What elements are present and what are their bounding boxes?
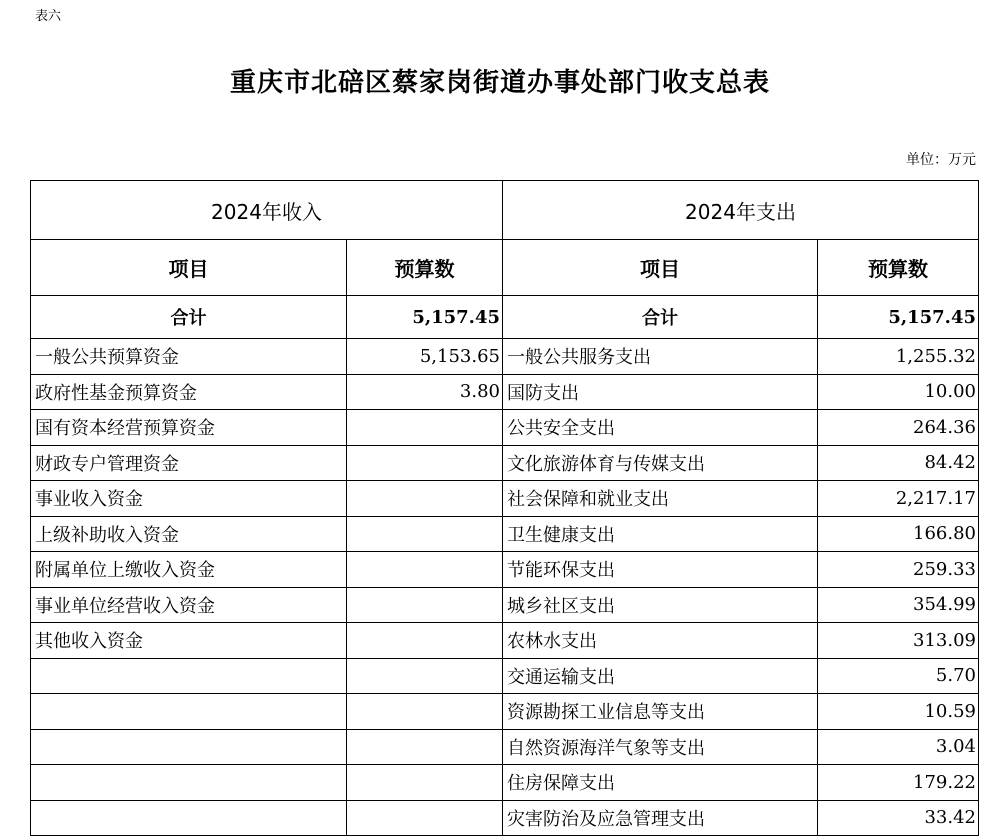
table-row <box>31 374 979 410</box>
income-value-cell <box>347 481 503 517</box>
expense-total-value: 5,157.45 <box>818 296 979 339</box>
expense-budget-header: 预算数 <box>818 240 979 296</box>
expense-section-header: 2024年支出 <box>503 181 979 240</box>
income-item-header: 项目 <box>31 240 347 296</box>
expense-value-cell: 354.99 <box>818 587 979 623</box>
income-item-cell: 事业收入资金 <box>31 481 347 517</box>
expense-item-cell: 自然资源海洋气象等支出 <box>503 729 818 765</box>
table-row <box>31 729 979 765</box>
expense-item-cell: 农林水支出 <box>503 623 818 659</box>
income-item-cell <box>31 765 347 801</box>
income-section-header: 2024年收入 <box>31 181 503 240</box>
income-item-cell: 事业单位经营收入资金 <box>31 587 347 623</box>
income-value-cell <box>347 445 503 481</box>
income-value-cell <box>347 765 503 801</box>
income-value-cell <box>347 800 503 836</box>
table-row <box>31 765 979 801</box>
income-item-cell: 一般公共预算资金 <box>31 339 347 375</box>
table-row <box>31 587 979 623</box>
expense-item-cell: 资源勘探工业信息等支出 <box>503 694 818 730</box>
income-value-cell <box>347 623 503 659</box>
expense-value-cell: 264.36 <box>818 410 979 446</box>
expense-item-cell: 社会保障和就业支出 <box>503 481 818 517</box>
table-body <box>31 181 979 836</box>
expense-value-cell: 10.59 <box>818 694 979 730</box>
expense-item-cell: 灾害防治及应急管理支出 <box>503 800 818 836</box>
income-total-label: 合计 <box>31 296 347 339</box>
income-item-cell <box>31 658 347 694</box>
income-value-cell: 3.80 <box>347 374 503 410</box>
income-value-cell <box>347 516 503 552</box>
income-item-cell: 政府性基金预算资金 <box>31 374 347 410</box>
income-value-cell <box>347 729 503 765</box>
income-value-cell <box>347 552 503 588</box>
income-value-cell: 5,153.65 <box>347 339 503 375</box>
expense-value-cell: 10.00 <box>818 374 979 410</box>
expense-item-cell: 公共安全支出 <box>503 410 818 446</box>
income-value-cell <box>347 694 503 730</box>
table-row <box>31 481 979 517</box>
table-row <box>31 623 979 659</box>
table-row <box>31 694 979 730</box>
table-row <box>31 516 979 552</box>
expense-item-cell: 国防支出 <box>503 374 818 410</box>
expense-value-cell: 1,255.32 <box>818 339 979 375</box>
table-row <box>31 445 979 481</box>
expense-item-cell: 交通运输支出 <box>503 658 818 694</box>
table-row <box>31 800 979 836</box>
expense-total-label: 合计 <box>503 296 818 339</box>
expense-value-cell: 33.42 <box>818 800 979 836</box>
income-item-cell: 国有资本经营预算资金 <box>31 410 347 446</box>
income-value-cell <box>347 658 503 694</box>
unit-label: 单位：万元 <box>906 152 976 168</box>
expense-item-cell: 文化旅游体育与传媒支出 <box>503 445 818 481</box>
income-budget-header: 预算数 <box>347 240 503 296</box>
expense-value-cell: 5.70 <box>818 658 979 694</box>
expense-value-cell: 259.33 <box>818 552 979 588</box>
expense-item-header: 项目 <box>503 240 818 296</box>
income-item-cell: 上级补助收入资金 <box>31 516 347 552</box>
expense-item-cell: 节能环保支出 <box>503 552 818 588</box>
table-number-label: 表六 <box>35 9 62 24</box>
income-item-cell: 财政专户管理资金 <box>31 445 347 481</box>
budget-summary-table <box>30 180 979 836</box>
expense-value-cell: 166.80 <box>818 516 979 552</box>
expense-item-cell: 卫生健康支出 <box>503 516 818 552</box>
expense-value-cell: 313.09 <box>818 623 979 659</box>
expense-value-cell: 179.22 <box>818 765 979 801</box>
page-title: 重庆市北碚区蔡家岗街道办事处部门收支总表 <box>229 68 770 98</box>
table-row <box>31 410 979 446</box>
income-item-cell <box>31 729 347 765</box>
income-item-cell: 其他收入资金 <box>31 623 347 659</box>
table-row <box>31 339 979 375</box>
income-item-cell: 附属单位上缴收入资金 <box>31 552 347 588</box>
income-item-cell <box>31 694 347 730</box>
section-header-row <box>31 181 979 240</box>
table-row <box>31 552 979 588</box>
income-value-cell <box>347 410 503 446</box>
expense-value-cell: 3.04 <box>818 729 979 765</box>
income-total-value: 5,157.45 <box>347 296 503 339</box>
expense-item-cell: 城乡社区支出 <box>503 587 818 623</box>
expense-item-cell: 住房保障支出 <box>503 765 818 801</box>
expense-value-cell: 2,217.17 <box>818 481 979 517</box>
income-item-cell <box>31 800 347 836</box>
expense-item-cell: 一般公共服务支出 <box>503 339 818 375</box>
expense-value-cell: 84.42 <box>818 445 979 481</box>
total-row <box>31 296 979 339</box>
table-row <box>31 658 979 694</box>
income-value-cell <box>347 587 503 623</box>
column-header-row <box>31 240 979 296</box>
